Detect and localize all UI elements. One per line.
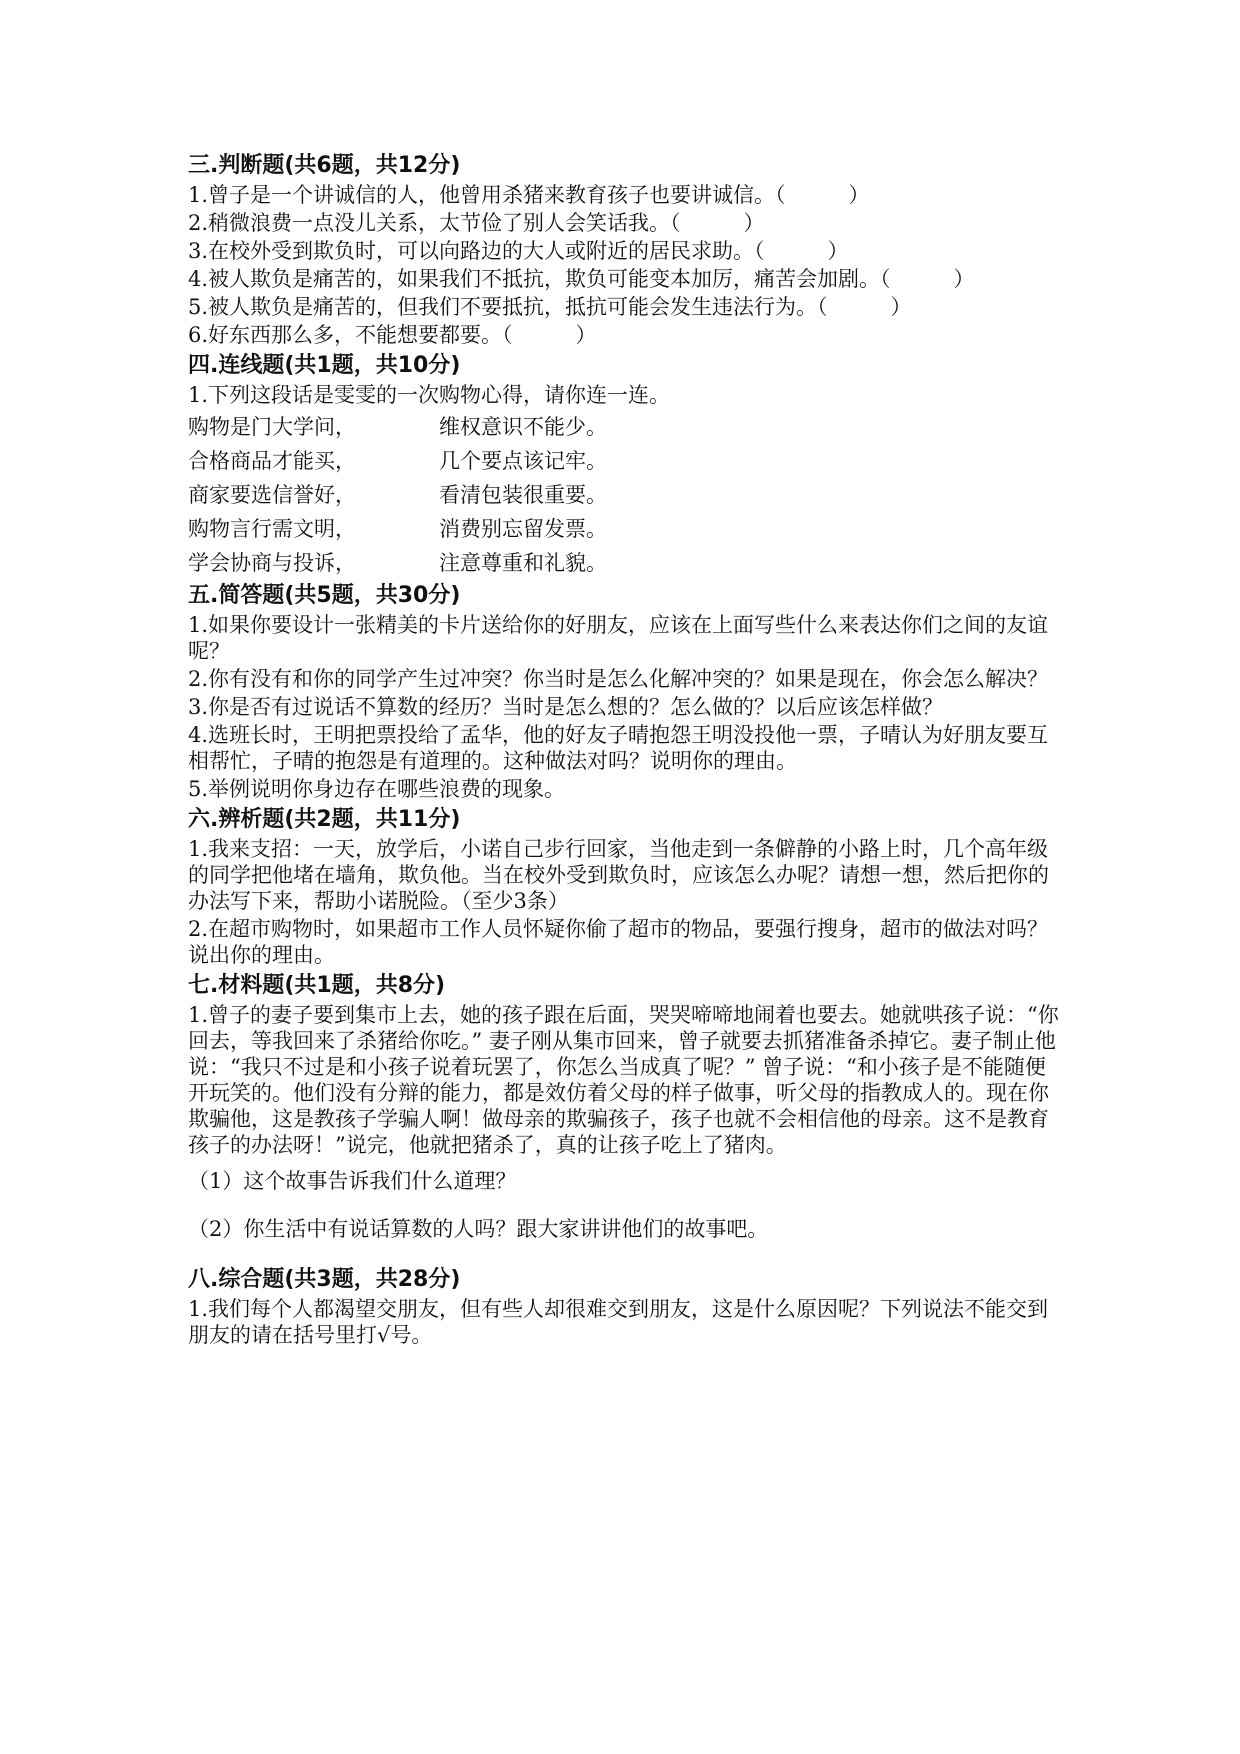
section-title: 七.材料题(共1题，共8分) bbox=[188, 973, 446, 998]
matching-right: 维权意识不能少。 bbox=[439, 415, 607, 439]
question-item: 1.曾子是一个讲诚信的人，他曾用杀猪来教育孩子也要讲诚信。（ ） bbox=[188, 183, 870, 207]
matching-right: 消费别忘留发票。 bbox=[439, 517, 607, 541]
section-comprehensive bbox=[188, 1264, 1060, 1348]
question-item: 1.我们每个人都渴望交朋友，但有些人却很难交到朋友，这是什么原因呢？下列说法不能交到朋友的请在括号里打√号。 bbox=[188, 1297, 1049, 1347]
matching-left: 学会协商与投诉， bbox=[188, 551, 356, 575]
section-title: 六.辨析题(共2题，共11分) bbox=[188, 807, 461, 832]
question-item: 2.在超市购物时，如果超市工作人员怀疑你偷了超市的物品，要强行搜身，超市的做法对吗？说出你的理由。 bbox=[188, 917, 1049, 967]
question-item: 3.你是否有过说话不算数的经历？当时是怎么想的？怎么做的？以后应该怎样做？ bbox=[188, 695, 944, 719]
matching-left: 商家要选信誉好， bbox=[188, 483, 356, 507]
sub-question: （2）你生活中有说话算数的人吗？跟大家讲讲他们的故事吧。 bbox=[188, 1217, 769, 1241]
question-item: 1.如果你要设计一张精美的卡片送给你的好朋友，应该在上面写些什么来表达你们之间的友谊呢？ bbox=[188, 613, 1049, 663]
question-item: 6.好东西那么多，不能想要都要。（ ） bbox=[188, 323, 597, 347]
matching-right: 注意尊重和礼貌。 bbox=[439, 551, 607, 575]
question-item: 1.下列这段话是雯雯的一次购物心得，请你连一连。 bbox=[188, 383, 671, 407]
question-item: 3.在校外受到欺负时，可以向路边的大人或附近的居民求助。（ ） bbox=[188, 239, 849, 263]
exam-content bbox=[188, 150, 1060, 1350]
matching-left: 合格商品才能买， bbox=[188, 449, 356, 473]
matching-row bbox=[188, 512, 1060, 546]
question-item: 4.选班长时，王明把票投给了孟华，他的好友子晴抱怨王明没投他一票，子晴认为好朋友要互相帮忙，子晴的抱怨是有道理的。这种做法对吗？说明你的理由。 bbox=[188, 723, 1049, 773]
question-item: 5.举例说明你身边存在哪些浪费的现象。 bbox=[188, 777, 566, 801]
section-short-answer bbox=[188, 580, 1060, 802]
section-material bbox=[188, 970, 1060, 1242]
material-passage: 1.曾子的妻子要到集市上去，她的孩子跟在后面，哭哭啼啼地闹着也要去。她就哄孩子说：“你回去，等我回来了杀猪给你吃。” 妻子刚从集市回来，曾子就要去抓猪准备杀掉它。妻子制止他说：“我只不过是和小孩子说着玩罢了，你怎么当成真了呢？” 曾子说：“和小孩子是不能随便开玩笑的。他们没有分辩的能力，都是效仿着父母的样子做事，听父母的指教成人的。现在你欺骗他，这是教孩子学骗人啊！做母亲的欺骗孩子，孩子也就不会相信他的母亲。这不是教育孩子的办法呀！”说完，他就把猪杀了，真的让孩子吃上了猪肉。 bbox=[188, 1003, 1059, 1157]
section-true-false bbox=[188, 150, 1060, 348]
question-item: 4.被人欺负是痛苦的，如果我们不抵抗，欺负可能变本加厉，痛苦会加剧。（ ） bbox=[188, 267, 975, 291]
matching-row bbox=[188, 410, 1060, 444]
question-item: 5.被人欺负是痛苦的，但我们不要抵抗，抵抗可能会发生违法行为。（ ） bbox=[188, 295, 912, 319]
sub-question: （1）这个故事告诉我们什么道理？ bbox=[188, 1169, 517, 1193]
matching-left: 购物言行需文明， bbox=[188, 517, 356, 541]
question-item: 2.稍微浪费一点没儿关系，太节俭了别人会笑话我。（ ） bbox=[188, 211, 765, 235]
section-matching bbox=[188, 350, 1060, 580]
matching-row bbox=[188, 546, 1060, 580]
matching-row bbox=[188, 444, 1060, 478]
matching-row bbox=[188, 478, 1060, 512]
section-title: 五.简答题(共5题，共30分) bbox=[188, 583, 461, 608]
section-title: 四.连线题(共1题，共10分) bbox=[188, 353, 461, 378]
question-item: 2.你有没有和你的同学产生过冲突？你当时是怎么化解冲突的？如果是现在，你会怎么解决？ bbox=[188, 667, 1049, 691]
matching-right: 几个要点该记牢。 bbox=[439, 449, 607, 473]
matching-left: 购物是门大学问， bbox=[188, 415, 356, 439]
section-title: 八.综合题(共3题，共28分) bbox=[188, 1267, 461, 1292]
matching-right: 看清包装很重要。 bbox=[439, 483, 607, 507]
question-item: 1.我来支招：一天，放学后，小诺自己步行回家，当他走到一条僻静的小路上时，几个高年级的同学把他堵在墙角，欺负他。当在校外受到欺负时，应该怎么办呢？请想一想，然后把你的办法写下来，帮助小诺脱险。（至少3条） bbox=[188, 837, 1049, 913]
section-title: 三.判断题(共6题，共12分) bbox=[188, 153, 461, 178]
section-analysis bbox=[188, 804, 1060, 968]
